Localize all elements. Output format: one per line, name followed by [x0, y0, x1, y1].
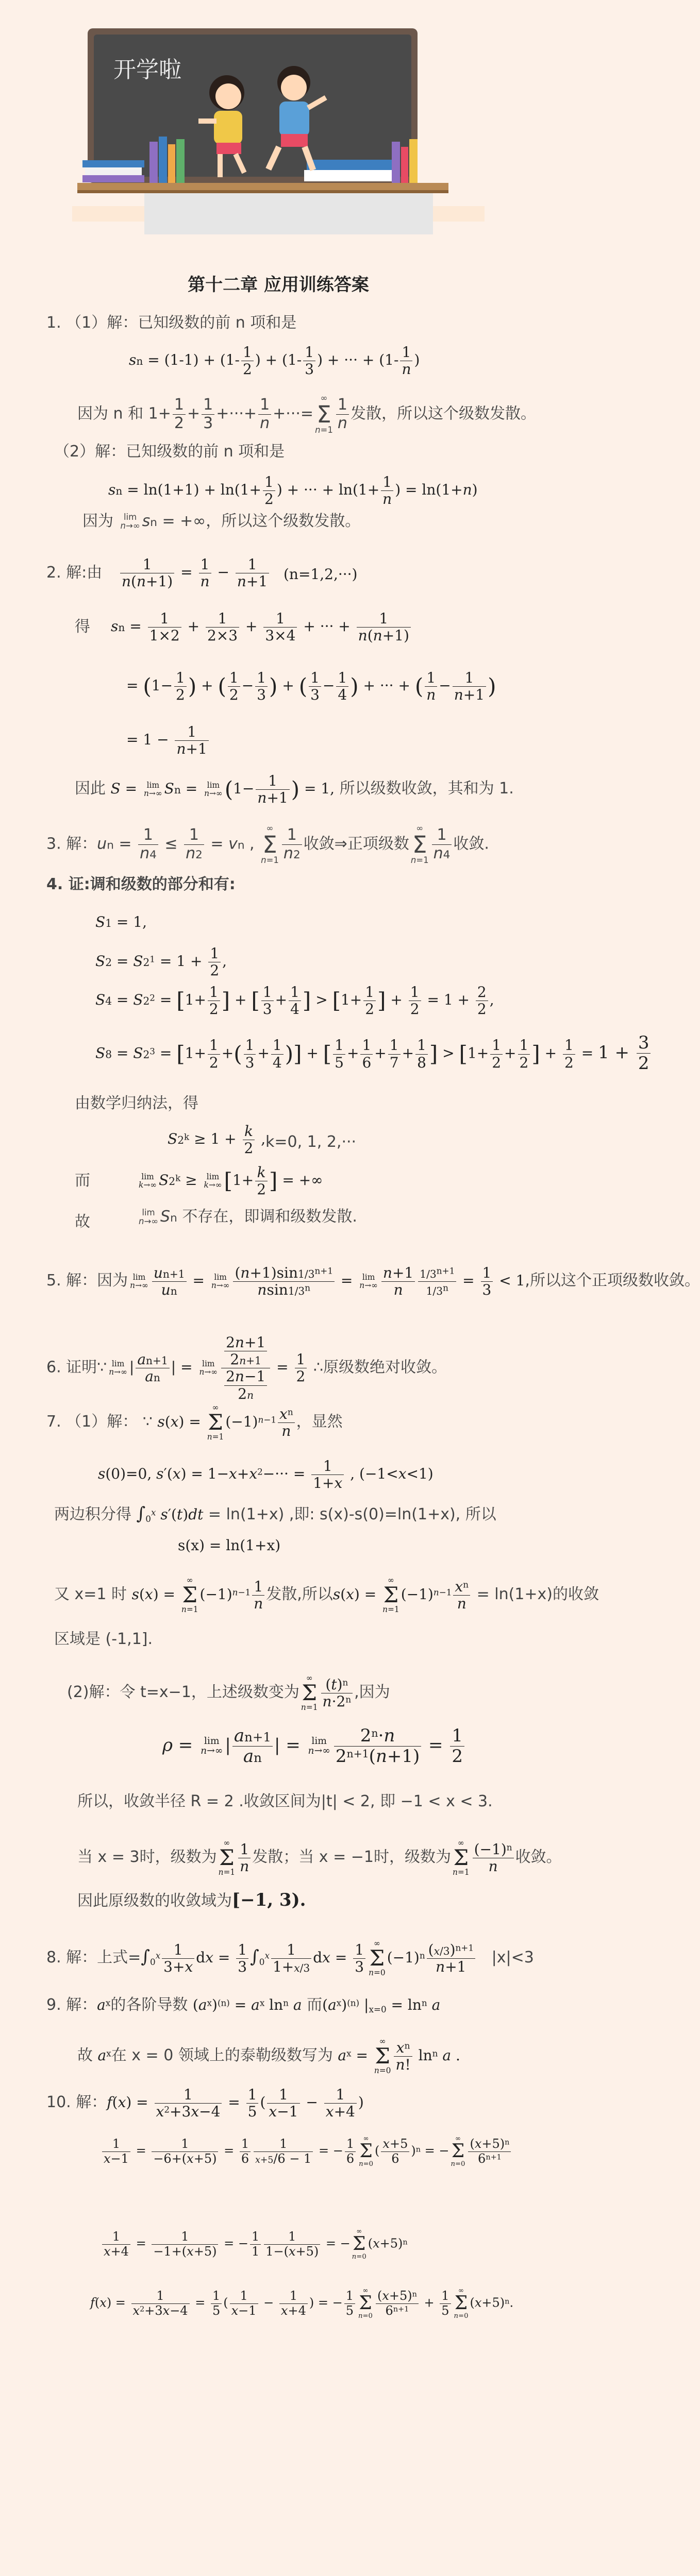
- q4-s1: S1 = 1,: [95, 913, 147, 930]
- q4-limit: lim k→∞ $S2^k$ ≥ lim k→∞ [1+ $\frac{k}{2}$ ] = +∞: [139, 1164, 323, 1198]
- q2-sum-line3: = 1 − $\frac{1}{n+1}$: [126, 724, 210, 757]
- q1-part2-intro: （2）解：已知级数的前 n 项和是: [54, 443, 285, 461]
- q10-line4: f(x) = $\frac{1}{x^2+3x-4}$ = $\frac{1}{5}$ ( $\frac{1}{x-1}$ − $\frac{1}{x+4}$ ) = − $\frac{1}{5}$ ∞ Σ n=0 $\frac{(x+5)^n}{6^{n+1}}$ + $\frac{1}{5}$ ∞ Σ n=0 $(x+5)^n$.: [90, 2287, 514, 2320]
- q10-line2: $\frac{1}{x-1}$ = $\frac{1}{-6+(x+5)}$ = $\frac{1}{6}$ $\frac{1}{x+5/6 - 1}$ = − $\frac{1}{6}$ ∞ Σ n=0 ( $\frac{x+5}{6}$ )$^n$ = − ∞ Σ n=0 $\frac{(x+5)^n}{6^{n+1}}$: [101, 2136, 512, 2167]
- q2-sum-line2: = (1− $\frac{1}{2}$ ) + ( $\frac{1}{2}$ − $\frac{1}{3}$ ) + ( $\frac{1}{3}$ − $\frac{1}{4}$ ) + ··· + ( $\frac{1}{n}$ − $\frac{1}{n+1}$ ): [126, 669, 496, 704]
- q7-rho: ρ = lim n→∞ | $\frac{an+1}{an}$ | = lim n→∞ $\frac{2^n\cdot n}{2^{n+1}(n+1)}$ = $\frac{1}{2}$: [162, 1726, 466, 1767]
- q7-line6: 区域是 (-1,1].: [54, 1630, 153, 1648]
- q7-line2: s(0)=0, $s'(x) = 1-x+x^2-\cdot\cdot\cdot$ = $\frac{1}{1+x}$ , (−1<x<1): [98, 1458, 434, 1492]
- q7-final: 因此原级数的收敛域为[−1, 3).: [77, 1890, 306, 1910]
- q2-de: 得: [75, 618, 90, 636]
- q7-radius: 所以，收敛半径 R = 2 .收敛区间为|t| < 2, 即 −1 < x < 3.: [77, 1792, 493, 1810]
- q4-er: 而: [75, 1172, 90, 1190]
- q7-line5: 又 x=1 时 s(x) = ∞ Σ n=1 $(-1)^{n-1}$ $\frac{1}{n}$ 发散,所以s(x) = ∞ Σ n=1 $(-1)^{n-1}$ $\frac{x^n}{n}$ = ln(1+x)的收敛: [54, 1575, 599, 1615]
- q4-s8: $S8 = S2^3 = [1+$ $\frac{1}{2}$ +( $\frac{1}{3}$ + $\frac{1}{4}$ )] + [ $\frac{1}{5}$ + $\frac{1}{6}$ + $\frac{1}{7}$ + $\frac{1}{8}$ ] > [1+ $\frac{1}{2}$ + $\frac{1}{2}$ ] + $\frac{1}{2}$ = 1 + $\frac{3}{2}$: [95, 1033, 652, 1074]
- q3-answer: 3. 解：un = $\frac{1}{n4}$ ≤ $\frac{1}{n2}$ = vn , ∞ Σ n=1 $\frac{1}{n2}$ 收敛⇒正项级数 ∞ Σ n=1 $\frac{1}{n4}$ 收敛.: [46, 823, 489, 865]
- q5-answer: 5. 解：因为 lim n→∞ $\frac{un+1}{un}$ = lim n→∞ $\frac{(n+1)\sin 1/3^{n+1}}{nsin1/3^n}$ = lim n→∞ $\frac{n+1}{n}$ $\frac{1/3^{n+1}}{1/3^n}$ = $\frac{1}{3}$ < 1,所以这个正项级数收敛。: [46, 1264, 700, 1299]
- header-illustration: [72, 28, 485, 222]
- q4-induction: 由数学归纳法，得: [75, 1094, 198, 1112]
- q2-conclusion: 因此 S = lim n→∞ Sn = lim n→∞ (1− $\frac{1}{n+1}$ ) = 1, 所以级数收敛，其和为 1.: [75, 772, 514, 807]
- q2-condition: (n=1,2,···): [284, 566, 358, 583]
- q6-answer: 6. 证明∵ lim n→∞ | $\frac{an+1}{an}$ | = lim n→∞ $\frac{\frac{2n+1}{2n+1}}{\frac{2n-1}{2n}}$ = $\frac{1}{2}$ ∴原级数绝对收敛。: [46, 1334, 447, 1402]
- q10-line1: 10. 解：f(x) = $\frac{1}{x^2+3x-4}$ = $\frac{1}{5}$ ( $\frac{1}{x-1}$ − $\frac{1}{x+4}$ ): [46, 2086, 364, 2121]
- q7-part2-intro: (2)解：令 t=x−1，上述级数变为 ∞ Σ n=1 $\frac{(t)^n}{n\cdot 2^n}$ ,因为: [67, 1673, 390, 1713]
- q2-label: 2. 解:由: [46, 564, 103, 582]
- q2-identity: $\frac{1}{n(n+1)}$ = $\frac{1}{n}$ − $\frac{1}{n+1}$: [119, 556, 271, 590]
- q1-part1-formula: sn = (1-1) + (1- $\frac{1}{2}$ ) + (1- $\frac{1}{3}$ ) + ··· + (1- $\frac{1}{n}$ ): [129, 344, 420, 378]
- q1-part2-conclusion: 因为 lim n→∞ sn = +∞，所以这个级数发散。: [82, 512, 361, 531]
- q4-s4: $S4 = S2^2 = [1+$ $\frac{1}{2}$ ] + [ $\frac{1}{3}$ + $\frac{1}{4}$ ] > [1+ $\frac{1}{2}$ ] + $\frac{1}{2}$ = 1 + $\frac{2}{2}$ ,: [95, 984, 494, 1018]
- q7-line3: 两边积分得 $\int_0^x$ s′(t)dt = ln(1+x) ,即: s(x)-s(0)=ln(1+x), 所以: [54, 1503, 496, 1524]
- q4-bound: $S2^k \ge 1$ + $\frac{k}{2}$ ,: [168, 1123, 266, 1157]
- board-text: 开学啦: [113, 57, 181, 83]
- q9-line1: 9. 解：$a^x$的各阶导数 $(a^x)^{(n)} = a^x$ $\ln^n a$ 而$(a^x)^{(n)}$ $|_{x=0} = \ln^n a$: [46, 1996, 441, 2015]
- q1-part1-conclusion: 因为 n 和 1+ $\frac{1}{2}$ + $\frac{1}{3}$ +···+ $\frac{1}{n}$ +···= ∞ Σ n=1 $\frac{1}{n}$ 发散，所以这个级数发散。: [77, 393, 536, 435]
- blackboard: [94, 35, 411, 177]
- q4-gu: 故: [75, 1213, 90, 1231]
- q8-answer: 8. 解：上式$=\int_0^x$ $\frac{1}{3+x}$ dx = $\frac{1}{3}$ $\int_0^x$ $\frac{1}{1+x/3}$ dx = $\frac{1}{3}$ ∞ Σ n=0 $(-1)^n$ $\frac{(x/3)^{n+1}}{n+1}$ |x|<3: [46, 1939, 534, 1978]
- q4-k-values: k=0, 1, 2,···: [265, 1133, 357, 1151]
- q4-s2: $S2 = S2^1 = 1$ + $\frac{1}{2}$ ,: [95, 945, 227, 979]
- q4-conclusion: lim n→∞ Sn 不存在，即调和级数发散.: [139, 1208, 357, 1226]
- q1-part1-intro: 1. （1）解：已知级数的前 n 项和是: [46, 314, 297, 332]
- q7-endpoints: 当 x = 3时，级数为 ∞ Σ n=1 $\frac{1}{n}$ 发散；当 x = −1时，级数为 ∞ Σ n=1 $\frac{(-1)^n}{n}$ 收敛。: [77, 1838, 562, 1877]
- chapter-title: 第十二章 应用训练答案: [188, 275, 369, 295]
- q1-part2-formula: sn = ln(1+1) + ln(1+ $\frac{1}{2}$ ) + ··· + ln(1+ $\frac{1}{n}$ ) = ln(1+n): [108, 473, 478, 508]
- q7-line4: s(x) = ln(1+x): [178, 1537, 281, 1554]
- q10-line3: $\frac{1}{x+4}$ = $\frac{1}{-1+(x+5)}$ = − $\frac{1}{1}$ $\frac{1}{1-(x+5)}$ = − ∞ Σ n=0 $(x+5)^n$: [101, 2228, 408, 2260]
- q2-sum-line1: sn = $\frac{1}{1\times 2}$ + $\frac{1}{2\times 3}$ + $\frac{1}{3\times 4}$ + ··· + $\frac{1}{n(n+1)}$: [111, 611, 412, 644]
- q9-line2: 故 $a^x$在 x = 0 领域上的泰勒级数写为 $a^x$ = ∞ Σ n=0 $\frac{x^n}{n!}$ $\ln^n a$ .: [77, 2037, 460, 2076]
- q7-part1: 7. （1）解： ∵ s(x) = ∞ Σ n=1 $(-1)^{n-1}$ $\frac{x^n}{n}$ ，显然: [46, 1403, 343, 1442]
- q4-label: 4. 证:调和级数的部分和有:: [46, 875, 236, 893]
